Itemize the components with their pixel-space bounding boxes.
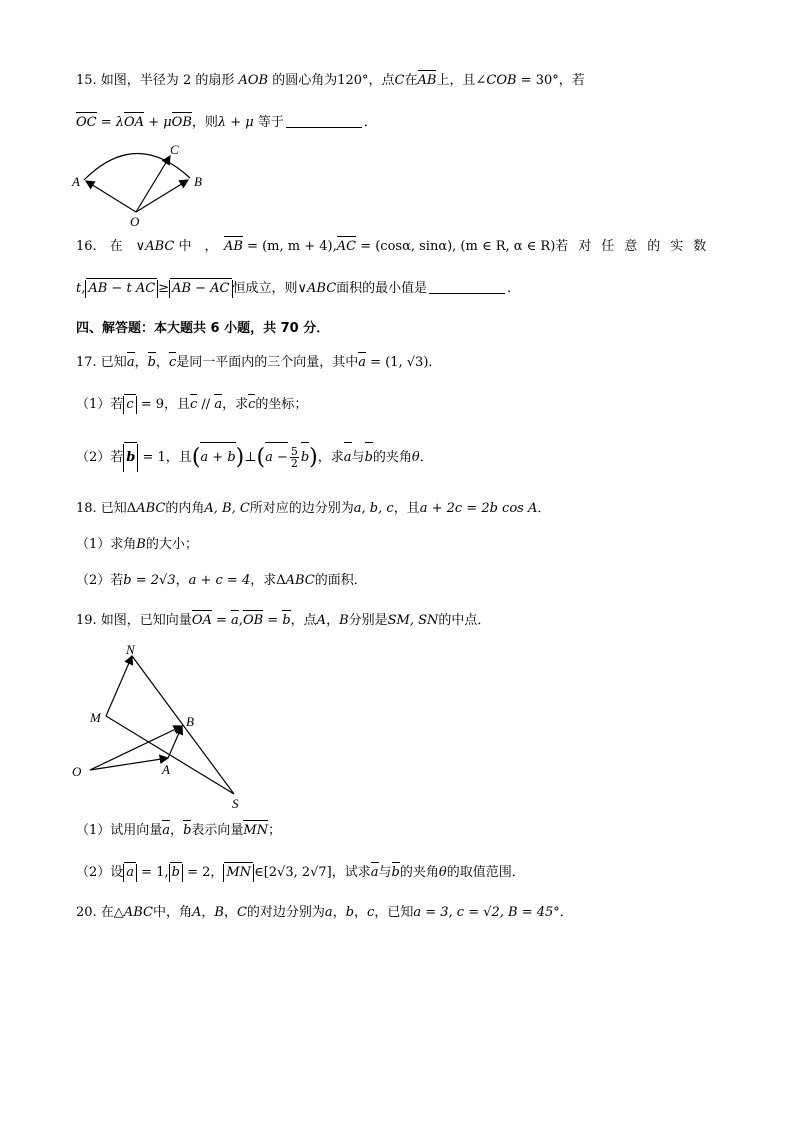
arc-ab: AB [417,73,437,88]
q19-stem: 19. 如图，已知向量OA = a,OB = b，点A，B分别是SM, SN的中点． [76,613,491,628]
label-b: B [186,714,194,729]
label-b: B [194,174,202,189]
answer-blank [286,115,362,128]
q18-stem: 18. 已知ΔABC的内角A, B, C所对应的边分别为a, b, c，且a + 2c = 2b cos A． [76,501,551,516]
q17-part1: （1）若 c = 9，且c // a，求c的坐标； [76,397,308,412]
q16-line2: t, AB − t AC ≥ AB − AC 恒成立，则∨ABC面积的最小值是 ． [76,281,521,296]
triangle-figure [70,642,260,812]
segment-ms [106,716,234,794]
segment-ab [168,726,182,758]
section-heading: 四、解答题：本大题共 6 小题，共 70 分． [76,321,330,336]
fraction-5-2: $\frac{5}{2}$ [290,445,298,470]
label-a: A [72,174,80,189]
q15-line1: 15. 如图，半径为 2 的扇形 AOB 的圆心角为120°，点C在AB上，且∠COB = 30°，若 [76,73,585,88]
segment-mn [106,656,132,716]
label-s: S [232,796,239,811]
label-o: O [72,764,82,779]
q20-stem: 20. 在△ABC中，角A，B，C的对边分别为a，b，c，已知a = 3, c = √2, B = 45°． [76,905,573,920]
label-m: M [90,710,101,725]
q19-part2: （2）设 a = 1, b = 2， MN ∈[2√3, 2√7]，试求a与b的夹角θ的取值范围． [76,865,525,880]
vector-ob [136,180,188,212]
label-n: N [126,642,135,657]
segment-ns [132,656,234,794]
q18-part1: （1）求角B的大小； [76,537,198,552]
q17-stem: 17. 已知a，b，c是同一平面内的三个向量，其中a = (1, √3)． [76,355,442,370]
q15-line2: OC = λOA + μOB，则λ + μ 等于 ． [76,115,377,130]
q18-part2: （2）若b = 2√3，a + c = 4，求ΔABC的面积． [76,573,367,588]
answer-blank [429,281,505,294]
label-c: C [170,142,179,157]
q17-part2: （2）若 b = 1，且(a + b)⊥(a − $\frac{5}{2}$ b)，求a与b的夹角θ． [76,445,433,470]
vector-oc [136,156,170,212]
vector-oa [86,181,136,212]
q16-line1: 16. 在 ∨ABC 中 ， AB = (m, m + 4),AC = (cosα, sinα), (m ∈ R, α ∈ R)若对任意的实数 [76,239,717,254]
sector-figure [66,140,216,230]
label-o: O [130,214,140,229]
label-a: A [162,762,170,777]
q19-part1: （1）试用向量a，b表示向量MN； [76,823,282,838]
sector-arc [84,153,190,180]
